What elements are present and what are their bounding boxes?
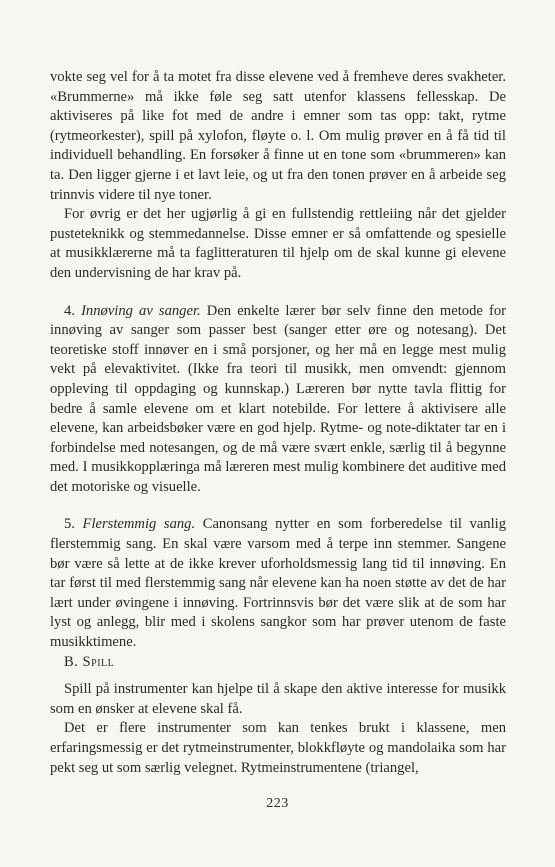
section-body: Canonsang nytter en som forberedelse til vanlig flerstemmig sang. En skal være varsom med å terpe inn stemmer. Sangene bør være så lette at de ikke krever uforholdsmessig lang tid til innøving. En tar først til med flerstemmig sang når elevene kan ha noen støtte av det de har lært under øvingene i innøving. Fortrinnsvis bør det være slik at de som har lyst og anlegg, blir med i skolens sangkor som har prøver utenom de faste musikktimene. <box>50 516 506 651</box>
body-text <box>50 68 506 778</box>
paragraph-instrumenter: Det er flere instrumenter som kan tenkes brukt i klassene, men erfaringsmessig er det rytmeinstrumenter, blokkfløyte og mandolaika som har pekt seg ut som særlig velegnet. Rytmeinstrumentene (triangel, <box>50 720 506 776</box>
section-title: Innøving av sanger. <box>81 302 201 319</box>
page-number: 223 <box>266 796 289 811</box>
section-title: Flerstemmig sang. <box>82 516 196 533</box>
paragraph-pusteteknikk: For øvrig er det her ugjørlig å gi en fullstendig rettleiing når det gjelder pusteteknikk og stemmedannelse. Disse emner er så omfattende og spesielle at musikklærerne må ta faglitteraturen til hjelp om de skal kunne gi elevene den undervisning de har krav på. <box>50 206 506 281</box>
paragraph-brummerne: vokte seg vel for å ta motet fra disse elevene ved å fremheve deres svakheter. «Brummerne» må ikke føle seg satt utenfor klassens fellesskap. De aktiviseres på like fot med de andre i emner som tas opp: takt, rytme (rytmeorkester), spill på xylofon, fløyte o. l. Om mulig prøver en å få tid til individuell behandling. En forsøker å finne ut en tone som «brummeren» kan ta. Den ligger gjerne i et lavt leie, og ut fra den tonen prøver en å arbeide seg trinnvis videre til nye toner. <box>50 69 506 203</box>
heading-letter: B. <box>64 653 79 670</box>
section-flerstemmig <box>50 515 506 652</box>
section-innoving <box>50 302 506 498</box>
heading-spill <box>50 653 506 673</box>
heading-title: Spill <box>82 653 115 670</box>
section-body: Den enkelte lærer bør selv finne den metode for innøving av sanger som passer best (sanger etter øre og notesang). Det teoretiske stoff innøver en i små porsjoner, og her må en legge mest mulig vekt på elevaktivitet. (Ikke fra teori til musikk, men omvendt: gjennom oppleving til oppdaging og kunnskap.) Læreren bør nytte tavla flittig for bedre å samle elevene om et klart notebilde. For lettere å aktivisere alle elevene, kan arbeidsbøker være en god hjelp. Rytme- og note-diktater tar en i forbindelse med notesangen, og de må være svært enkle, særlig til å begynne med. I musikkopplæringa må læreren mest mulig kombinere det auditive med det motoriske og visuelle. <box>50 302 506 495</box>
paragraph-spill-intro: Spill på instrumenter kan hjelpe til å skape den aktive interesse for musikk som en ønsker at elevene skal få. <box>50 681 506 717</box>
section-number: 4. <box>64 302 75 319</box>
section-number: 5. <box>64 516 75 533</box>
